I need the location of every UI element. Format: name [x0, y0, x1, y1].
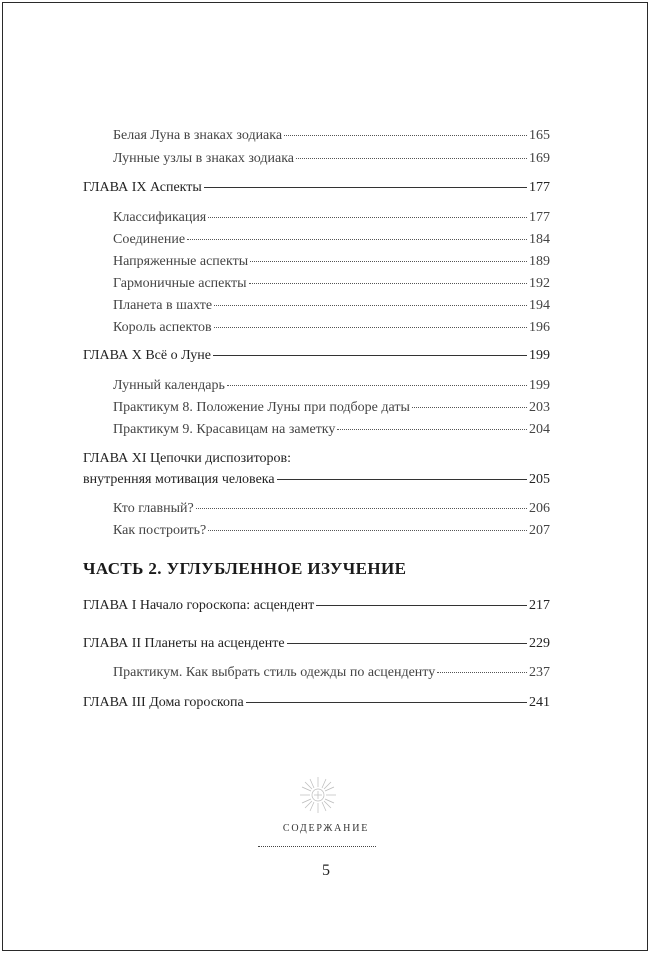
- toc-section-entry[interactable]: [113, 254, 550, 270]
- leader-line: [287, 642, 527, 644]
- page-number: 203: [529, 400, 550, 415]
- page-number: 199: [529, 378, 550, 393]
- toc-chapter-entry[interactable]: [83, 636, 550, 652]
- leader-line: [208, 529, 527, 531]
- toc-section-entry[interactable]: [113, 276, 550, 292]
- leader-line: [412, 406, 527, 408]
- page-number: 199: [529, 348, 550, 363]
- leader-line: [277, 478, 527, 480]
- sun-star-icon: [298, 775, 338, 815]
- toc-entry-title: ГЛАВА IX Аспекты: [83, 180, 202, 195]
- toc-section-entry[interactable]: [113, 151, 550, 167]
- toc-section-entry[interactable]: [113, 400, 550, 416]
- leader-line: [213, 354, 527, 356]
- page-number: 237: [529, 665, 550, 680]
- toc-entry-title: Классификация: [113, 210, 207, 225]
- toc-entry-title: Король аспектов: [113, 320, 212, 335]
- leader-line: [204, 186, 527, 188]
- page-number: 177: [529, 210, 550, 225]
- page-number: 217: [529, 598, 550, 613]
- toc-section-entry[interactable]: [113, 422, 550, 438]
- page-number: 205: [529, 472, 550, 487]
- leader-line: [227, 384, 527, 386]
- page-number: 207: [529, 523, 550, 538]
- toc-section-entry[interactable]: [113, 320, 550, 336]
- toc-chapter-entry[interactable]: [83, 348, 550, 364]
- page-number: 192: [529, 276, 550, 291]
- toc-section-entry[interactable]: [113, 298, 550, 314]
- toc-entry-title: Практикум. Как выбрать стиль одежды по асценденту: [113, 665, 436, 680]
- leader-line: [437, 671, 527, 673]
- toc-entry-title: Белая Луна в знаках зодиака: [113, 128, 283, 143]
- leader-line: [316, 604, 527, 606]
- toc-section-entry[interactable]: [113, 501, 550, 517]
- leader-line: [249, 282, 527, 284]
- part-heading: ЧАСТЬ 2. УГЛУБЛЕННОЕ ИЗУЧЕНИЕ: [83, 559, 407, 578]
- toc-entry-title: ГЛАВА III Дома гороскопа: [83, 695, 244, 710]
- toc-entry-title: Лунный календарь: [113, 378, 225, 393]
- page-number: 169: [529, 151, 550, 166]
- toc-section-entry[interactable]: [113, 128, 550, 144]
- leader-line: [214, 326, 527, 328]
- chapter-xi-title-line2: внутренняя мотивация человека: [83, 472, 275, 487]
- toc-section-entry[interactable]: [113, 665, 550, 681]
- page-number: 229: [529, 636, 550, 651]
- toc-entry-title: Напряженные аспекты: [113, 254, 249, 269]
- page-number: 194: [529, 298, 550, 313]
- toc-entry-title: Лунные узлы в знаках зодиака: [113, 151, 295, 166]
- toc-chapter-entry[interactable]: [83, 695, 550, 711]
- leader-line: [187, 238, 527, 240]
- leader-line: [246, 701, 527, 703]
- leader-line: [214, 304, 527, 306]
- page-number: 204: [529, 422, 550, 437]
- page-number-folio: 5: [322, 862, 330, 879]
- toc-entry-title: Планета в шахте: [113, 298, 213, 313]
- toc-entry-title: ГЛАВА X Всё о Луне: [83, 348, 211, 363]
- leader-line: [208, 216, 527, 218]
- toc-entry-title: ГЛАВА I Начало гороскопа: асцендент: [83, 598, 315, 613]
- chapter-xi-title-line1: ГЛАВА XI Цепочки диспозиторов:: [83, 451, 292, 466]
- toc-section-entry[interactable]: [113, 523, 550, 539]
- page-number: 189: [529, 254, 550, 269]
- leader-line: [196, 507, 527, 509]
- toc-chapter-entry[interactable]: [83, 598, 550, 614]
- toc-section-entry[interactable]: [113, 210, 550, 226]
- page-number: 165: [529, 128, 550, 143]
- leader-line: [296, 157, 527, 159]
- page-number: 177: [529, 180, 550, 195]
- toc-entry-title: Практикум 8. Положение Луны при подборе даты: [113, 400, 410, 415]
- leader-line: [337, 428, 527, 430]
- running-head: СОДЕРЖАНИЕ: [282, 823, 370, 834]
- page-number: 241: [529, 695, 550, 710]
- leader-line: [250, 260, 527, 262]
- toc-section-entry[interactable]: [113, 378, 550, 394]
- toc-entry-title: Кто главный?: [113, 501, 194, 516]
- leader-line: [284, 134, 527, 136]
- toc-entry-title: Практикум 9. Красавицам на заметку: [113, 422, 336, 437]
- running-head-dots: [258, 846, 376, 847]
- page-number: 184: [529, 232, 550, 247]
- page-number: 196: [529, 320, 550, 335]
- page-number: 206: [529, 501, 550, 516]
- toc-entry-title: Соединение: [113, 232, 186, 247]
- toc-entry-title: Как построить?: [113, 523, 207, 538]
- toc-chapter-entry[interactable]: [83, 180, 550, 196]
- toc-entry-title: Гармоничные аспекты: [113, 276, 247, 291]
- toc-entry-title: ГЛАВА II Планеты на асценденте: [83, 636, 285, 651]
- chapter-xi-entry[interactable]: [83, 472, 550, 488]
- toc-section-entry[interactable]: [113, 232, 550, 248]
